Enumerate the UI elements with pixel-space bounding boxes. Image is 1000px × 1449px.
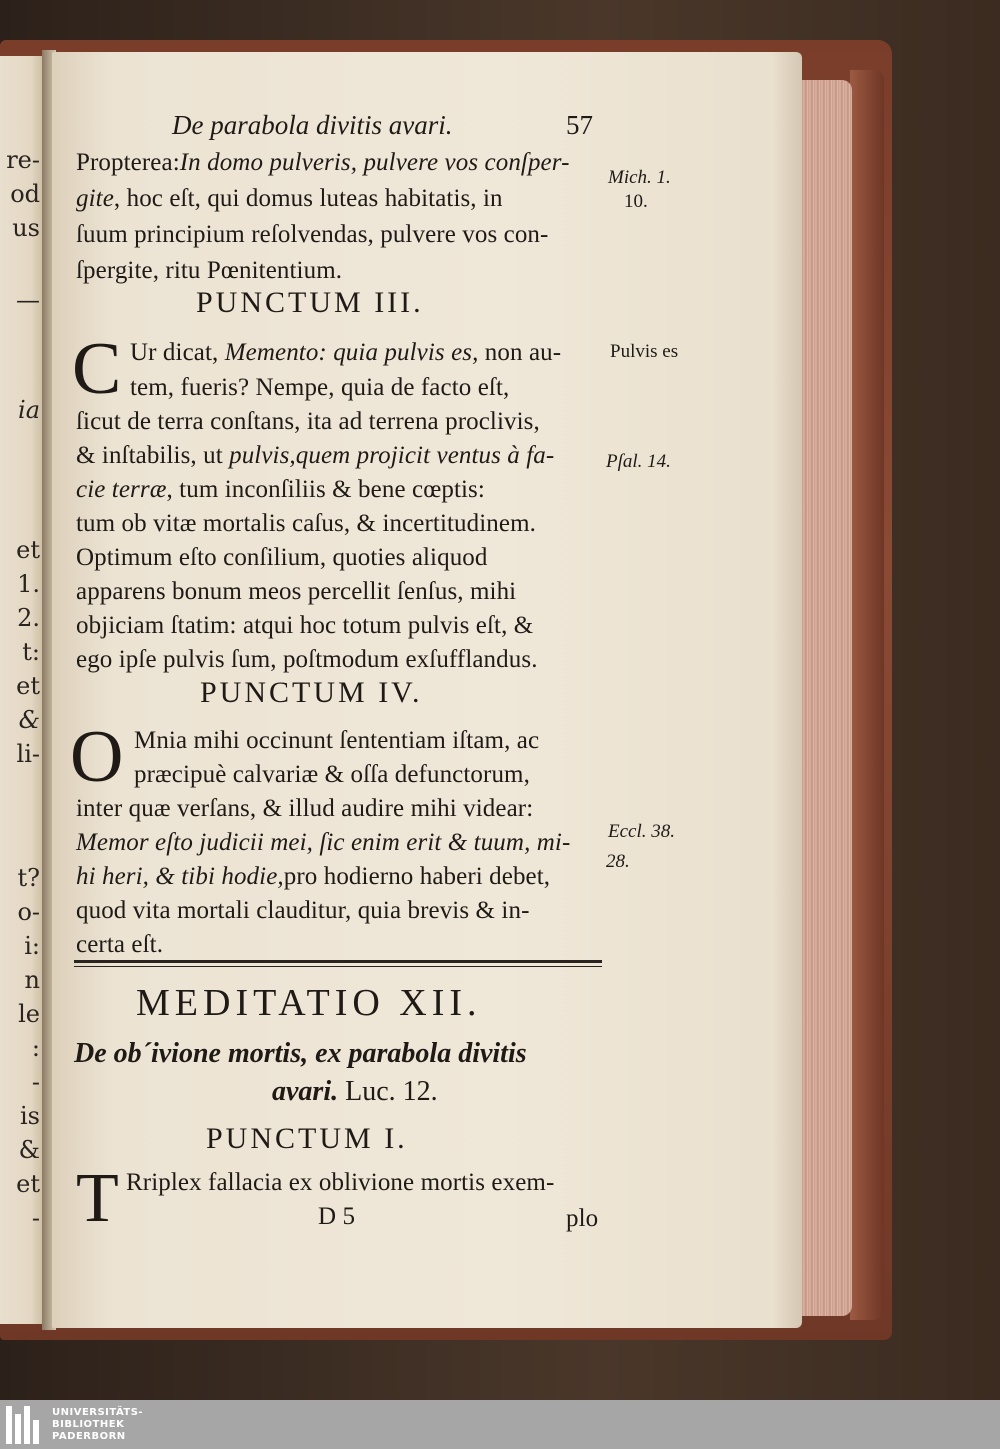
logo-text: BIBLIOTHEK [52,1419,125,1430]
text-line: apparens bonum meos percellit ſenſus, mihi [76,578,517,605]
page-shade [772,52,802,1328]
margin-note: 28. [606,851,630,872]
text-line: ego ipſe pulvis ſum, poſtmodum exſufflandus. [76,646,538,673]
drop-cap: T [76,1160,119,1237]
left-fragment: & [18,706,40,734]
text-line: Mnia mihi occinunt ſententiam iſtam, ac [134,727,540,754]
text-line: & inſtabilis, ut pulvis,quem projicit ventus à fa- [76,442,555,469]
text-line: ſuum principium reſolvendas, pulvere vos con- [76,221,549,248]
catchword: plo [566,1205,599,1232]
drop-cap: O [70,716,124,798]
text-line: tum ob vitæ mortalis caſus, & incertitudinem. [76,510,536,537]
signature-mark: D 5 [318,1203,356,1230]
meditatio-subtitle: avari. Luc. 12. [272,1076,438,1107]
margin-note: Pulvis es [610,341,679,362]
left-fragment: is [20,1102,40,1130]
logo-text: UNIVERSITÄTS- [52,1407,144,1418]
left-fragment: i: [24,932,40,960]
left-fragment: t? [17,864,40,892]
text-line: inter quæ verſans, & illud audire mihi videar: [76,795,534,822]
left-fragment: o- [17,898,40,926]
text-line: Memor eſto judicii mei, ſic enim erit & tuum, mi- [76,829,571,856]
text-line: quod vita mortali clauditur, quia brevis & in- [76,897,530,924]
left-fragment: et [16,672,40,700]
section-heading: PUNCTUM IV. [200,676,423,709]
text-line: ſicut de terra conſtans, ita ad terrena proclivis, [76,408,540,435]
text-line: Rriplex fallacia ex oblivione mortis exem- [126,1169,555,1196]
page-number: 57 [566,110,593,140]
left-fragment: le [18,1000,40,1028]
left-fragment: re- [6,146,40,174]
cover-edge [850,70,884,1320]
left-fragment: t: [22,638,40,666]
library-logo-icon [6,1406,46,1444]
text-line: tem, fueris? Nempe, quia de facto eſt, [130,374,510,401]
left-fragment: 2. [17,604,40,632]
left-fragment: us [12,214,40,242]
margin-note: 10. [624,191,648,212]
running-head: De parabola divitis avari. [172,110,453,140]
section-heading: PUNCTUM I. [206,1122,408,1155]
text-line: præcipuè calvariæ & oſſa defunctorum, [134,761,530,788]
meditatio-subtitle: De obˊivione mortis, ex parabola divitis [74,1038,527,1069]
logo-text: PADERBORN [52,1431,126,1442]
section-rule [74,966,602,967]
left-fragment: & [18,1136,40,1164]
meditatio-title: MEDITATIO XII. [136,982,482,1024]
text-line: cie terræ, tum inconſiliis & bene cœptis: [76,476,485,503]
text-line: Optimum eſto conſilium, quoties aliquod [76,544,488,571]
left-fragment: — [16,286,40,314]
left-fragment: - [31,1204,40,1232]
margin-note: Mich. 1. [608,167,671,188]
margin-note: Eccl. 38. [608,821,676,842]
text-line: certa eſt. [76,931,164,958]
section-rule [74,960,602,963]
library-footer [0,1400,1000,1449]
left-fragment: et [16,1170,40,1198]
left-fragment: ia [18,396,40,424]
left-fragment: li- [16,740,40,768]
text-line: Ur dicat, Memento: quia pulvis es, non au- [130,339,562,366]
margin-note: Pſal. 14. [606,451,671,472]
text-line: hi heri, & tibi hodie,pro hodierno haberi debet, [76,863,551,890]
text-line: ſpergite, ritu Pœnitentium. [76,257,343,284]
text-line: gite, hoc eſt, qui domus luteas habitatis, in [76,185,503,212]
left-fragment: od [10,180,40,208]
previous-page-sliver [0,56,44,1324]
text-line: Propterea:In domo pulveris, pulvere vos conſper- [76,149,570,176]
text-line: objiciam ſtatim: atqui hoc totum pulvis eſt, & [76,612,534,639]
left-fragment: n [24,966,40,994]
left-fragment: et [16,536,40,564]
left-fragment: 1. [17,570,40,598]
left-fragment: - [31,1068,40,1096]
section-heading: PUNCTUM III. [196,286,424,319]
left-fragment: : [31,1034,40,1062]
drop-cap: C [72,328,122,410]
